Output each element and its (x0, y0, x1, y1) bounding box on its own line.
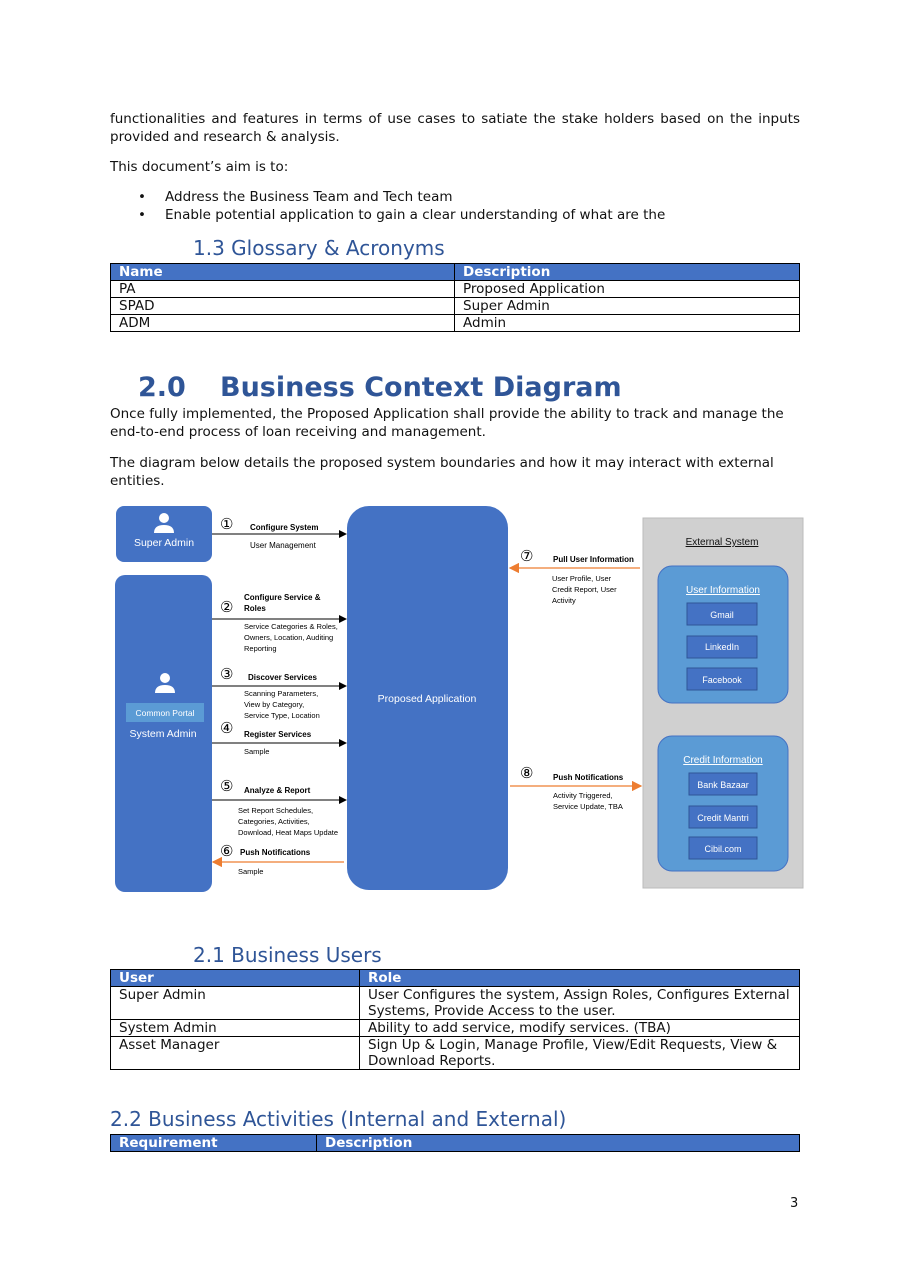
intro-paragraph: functionalities and features in terms of use cases to satiate the stake holders based on the inputs provided and research & analysis. (110, 111, 800, 145)
business-activities-table (110, 1134, 800, 1152)
aim-bullet-list (110, 188, 800, 224)
step-description: Scanning Parameters, (244, 689, 319, 698)
section-paragraph-2: The diagram below details the proposed system boundaries and how it may interact with external entities. (110, 455, 774, 489)
step-number: ① (220, 516, 234, 533)
step-title: Push Notifications (240, 848, 311, 857)
page-number: 3 (790, 1196, 799, 1211)
step-title: Analyze & Report (244, 786, 311, 795)
common-portal-label: Common Portal (135, 708, 195, 718)
table-header-row (111, 970, 800, 987)
step-description: Sample (238, 867, 264, 876)
table-row (111, 1020, 800, 1037)
step-description: Service Update, TBA (553, 802, 623, 811)
table-row (111, 315, 800, 332)
step-description: Categories, Activities, (238, 817, 310, 826)
table-header-row (111, 1135, 800, 1152)
step-title: Register Services (244, 730, 312, 739)
list-item: • Address the Business Team and Tech team (138, 189, 453, 205)
table-cell: Asset Manager (111, 1037, 360, 1070)
column-header-name: Name (111, 264, 455, 281)
table-cell: PA (111, 281, 455, 298)
system-admin-label: System Admin (129, 728, 197, 740)
column-header-user: User (111, 970, 360, 987)
step-description: View by Category, (244, 700, 305, 709)
step-number: ③ (220, 666, 234, 683)
step-title-line-2: Roles (244, 604, 266, 613)
step-description: User Profile, User (552, 574, 612, 583)
step-number: ⑦ (520, 548, 534, 565)
table-row (111, 281, 800, 298)
credit-mantri-label: Credit Mantri (697, 813, 749, 823)
step-title: Discover Services (248, 673, 317, 682)
table-row (111, 298, 800, 315)
table-cell: Super Admin (111, 987, 360, 1020)
step-number: ② (220, 599, 234, 616)
table-header-row (111, 264, 800, 281)
user-information-title: User Information (686, 585, 760, 596)
table-row (111, 987, 800, 1020)
business-context-diagram (110, 500, 810, 900)
step-number: ④ (220, 720, 234, 737)
column-header-description: Description (455, 264, 800, 281)
bank-bazaar-label: Bank Bazaar (697, 780, 749, 790)
business-activities-heading: 2.2 Business Activities (Internal and External) (110, 1107, 567, 1131)
table-cell: System Admin (111, 1020, 360, 1037)
linkedin-label: LinkedIn (704, 642, 740, 652)
section-title: Business Context Diagram (220, 372, 622, 403)
step-title: Configure System (250, 523, 319, 532)
glossary-heading: 1.3 Glossary & Acronyms (193, 236, 445, 260)
aim-paragraph: This document’s aim is to: (110, 159, 289, 175)
column-header-description: Description (317, 1135, 800, 1152)
super-admin-label: Super Admin (133, 537, 195, 549)
step-title: Pull User Information (553, 555, 634, 564)
table-cell: SPAD (111, 298, 455, 315)
section-paragraph-1: Once fully implemented, the Proposed Application shall provide the ability to track and manage the end-to-end process of loan receiving and management. (110, 406, 784, 440)
cibil-label: Cibil.com (704, 844, 742, 854)
proposed-application-label: Proposed Application (377, 693, 477, 705)
step-number: ⑧ (520, 765, 534, 782)
step-title: Push Notifications (553, 773, 624, 782)
step-description: Set Report Schedules, (238, 806, 314, 815)
step-description: Service Categories & Roles, (244, 622, 338, 631)
step-description: Sample (244, 747, 270, 756)
table-row (111, 1037, 800, 1070)
business-users-table (110, 969, 800, 1070)
step-description: User Management (250, 541, 316, 550)
bullet-text: Address the Business Team and Tech team (165, 189, 453, 205)
business-users-heading: 2.1 Business Users (193, 943, 382, 967)
step-description: Reporting (244, 644, 277, 653)
step-description: Service Type, Location (244, 711, 320, 720)
step-description: Activity (552, 596, 576, 605)
gmail-label: Gmail (710, 610, 734, 620)
step-number: ⑥ (220, 843, 234, 860)
column-header-requirement: Requirement (111, 1135, 317, 1152)
section-number: 2.0 (138, 372, 186, 403)
step-description: Activity Triggered, (553, 791, 613, 800)
table-cell: Super Admin (455, 298, 800, 315)
table-cell: Proposed Application (455, 281, 800, 298)
step-description: Owners, Location, Auditing (244, 633, 334, 642)
external-system-label: External System (685, 537, 759, 548)
credit-information-title: Credit Information (683, 755, 763, 766)
step-number: ⑤ (220, 778, 234, 795)
table-cell: Sign Up & Login, Manage Profile, View/Edit Requests, View & Download Reports. (360, 1037, 800, 1070)
table-cell: ADM (111, 315, 455, 332)
column-header-role: Role (360, 970, 800, 987)
step-description: Download, Heat Maps Update (238, 828, 339, 837)
table-cell: User Configures the system, Assign Roles, Configures External Systems, Provide Access to the user. (360, 987, 800, 1020)
table-cell: Ability to add service, modify services. (TBA) (360, 1020, 800, 1037)
list-item: • Enable potential application to gain a clear understanding of what are the (138, 207, 666, 223)
facebook-label: Facebook (702, 675, 742, 685)
bullet-text: Enable potential application to gain a clear understanding of what are the (165, 207, 666, 223)
glossary-table (110, 263, 800, 332)
table-cell: Admin (455, 315, 800, 332)
step-description: Credit Report, User (552, 585, 617, 594)
step-title: Configure Service & (244, 593, 321, 602)
